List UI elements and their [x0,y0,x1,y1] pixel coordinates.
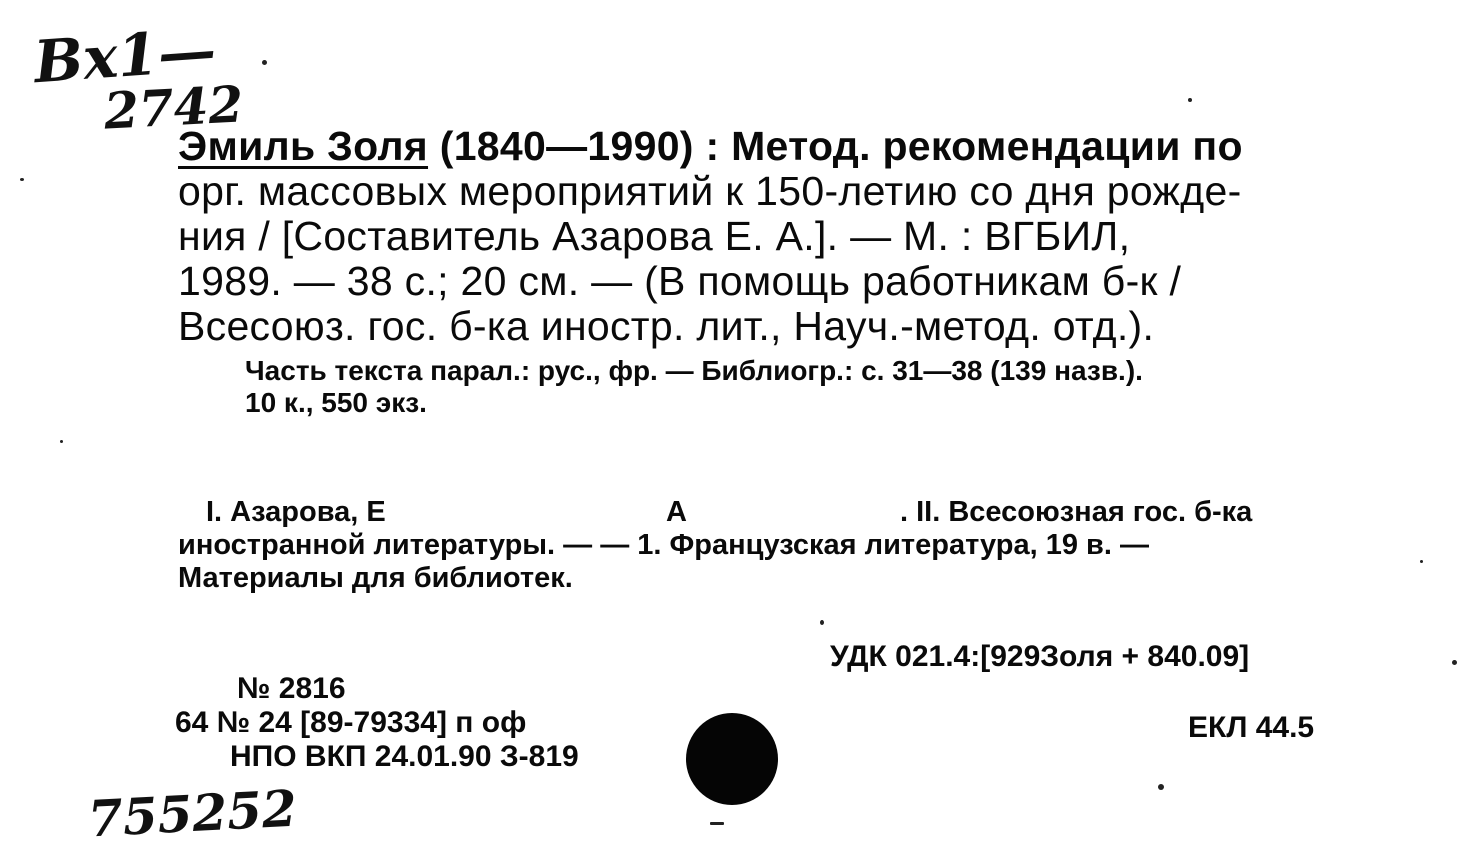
note-line-1: Часть текста парал.: рус., фр. — Библиогр.: с. 31—38 (139 назв.). [245,355,1143,386]
card-number: № 2816 [237,672,346,705]
scan-speck [710,822,724,825]
scan-speck [1158,784,1164,790]
tracing-line-1 [178,496,1343,529]
print-imprint [175,672,579,774]
scan-speck [60,440,63,443]
entry-title-start: (1840—1990) : Метод. рекомендации по [439,123,1243,169]
entry-line-5: Всесоюз. гос. б-ка иностр. лит., Науч.-метод. отд.). [178,303,1155,349]
note-line-2: 10 к., 550 экз. [245,387,427,418]
entry-notes [245,355,1143,419]
printer-info: НПО ВКП 24.01.90 З-819 [230,740,579,773]
handwritten-shelfmark-top: Вх1— [31,15,219,97]
bibliographic-entry [178,124,1343,349]
order-info: 64 № 24 [89-79334] п оф [175,706,527,739]
udc-classification: УДК 021.4:[929Золя + 840.09] [830,640,1250,673]
entry-line-3: ния / [Составитель Азарова Е. А.]. — М. : ВГБИЛ, [178,213,1131,259]
handwritten-shelfmark-number: 2742 [102,74,245,141]
handwritten-inventory-number: 755252 [86,778,299,849]
ekl-classification: ЕКЛ 44.5 [1188,711,1315,744]
tracing-initial: А [666,496,687,528]
tracing-added-entry-1: I. Азарова, Е [206,496,386,528]
entry-author: Эмиль Золя [178,123,429,169]
subject-tracings [178,496,1343,595]
scan-speck [1452,660,1457,665]
tracing-line-3: Материалы для библиотек. [178,562,573,594]
entry-line-2: орг. массовых мероприятий к 150-летию со дня рожде- [178,168,1242,214]
tracing-line-2: иностранной литературы. — — 1. Французская литература, 19 в. — [178,529,1149,561]
scan-speck [20,178,24,181]
scan-speck [820,620,824,625]
scan-speck [1420,560,1423,563]
entry-line-1 [178,124,1343,169]
scan-speck [262,60,267,65]
scan-speck [1188,98,1192,102]
tracing-added-entry-2: . II. Всесоюзная гос. б-ка [900,496,1253,528]
entry-line-4: 1989. — 38 с.; 20 см. — (В помощь работникам б-к / [178,258,1182,304]
card-punch-hole [686,713,778,805]
